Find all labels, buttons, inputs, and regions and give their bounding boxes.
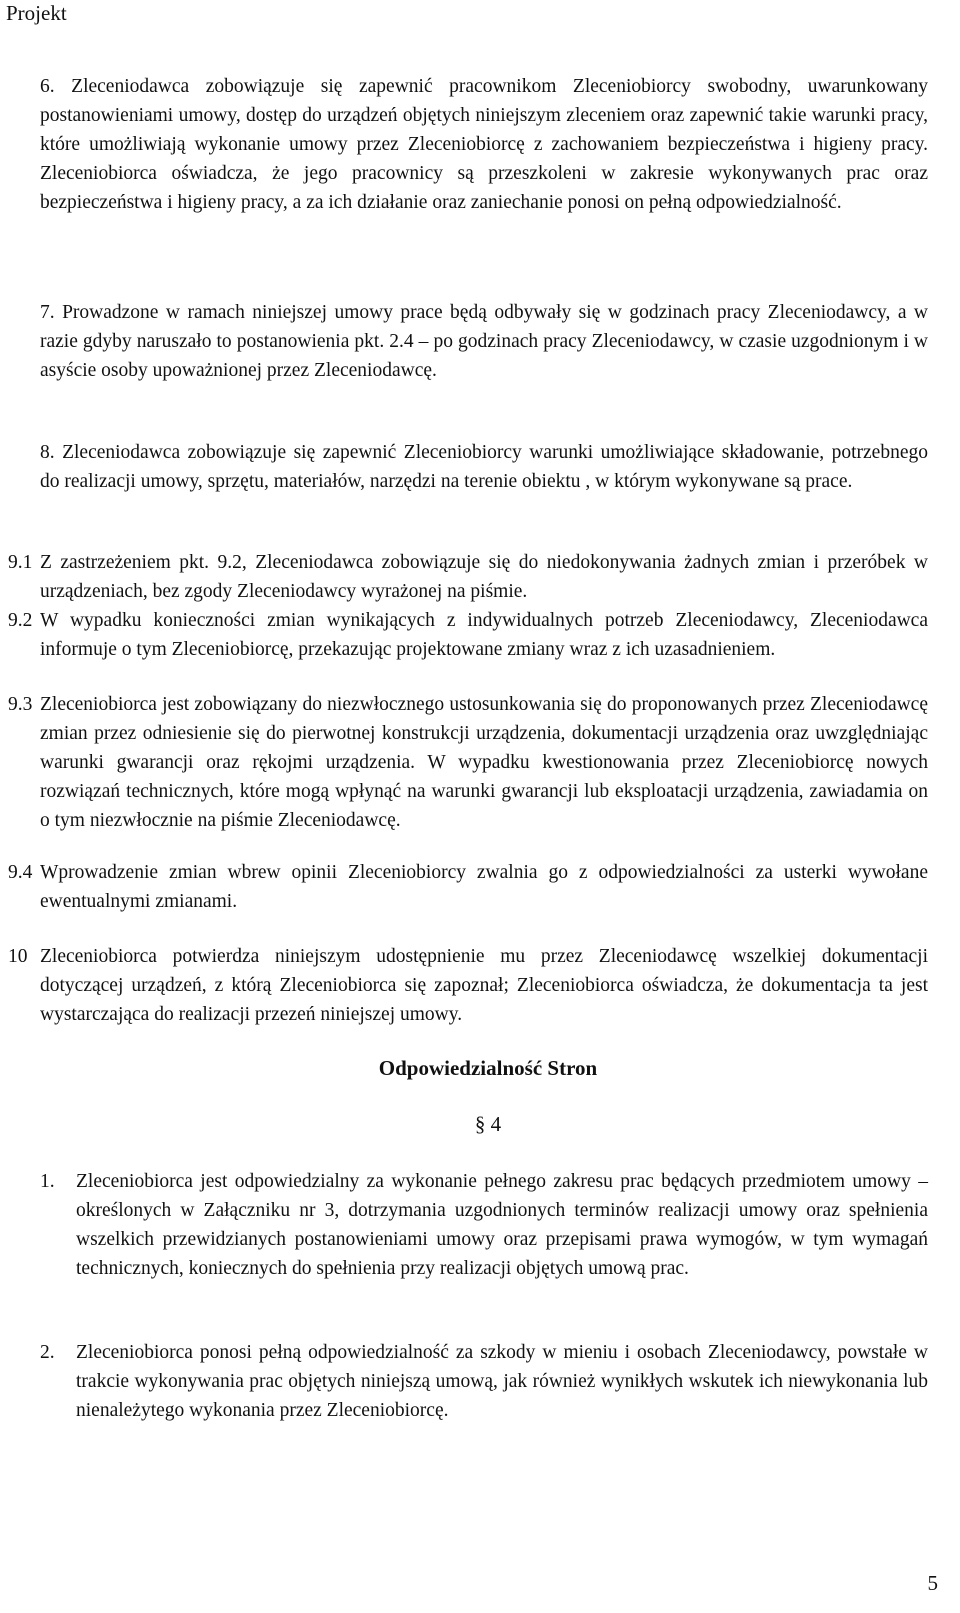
paragraph-number: 6. bbox=[40, 76, 55, 97]
subparagraph-text: Wprowadzenie zmian wbrew opinii Zleceniobiorcy zwalnia go z odpowiedzialności za usterki wywołane ewentualnymi zmianami. bbox=[40, 862, 928, 912]
paragraph-text: Zleceniobiorca potwierdza niniejszym udostępnienie mu przez Zleceniodawcę wszelkiej dokumentacji dotyczącej urządzeń, z którą Zleceniobiorca się zapoznał; Zleceniobiorca oświadcza, że dokumentacja ta jest wystarczająca do realizacji przezeń niniejszej umowy. bbox=[40, 946, 928, 1025]
paragraph-number: 10 bbox=[8, 946, 28, 967]
list-item-number: 2. bbox=[40, 1342, 55, 1363]
subparagraph-number: 9.4 bbox=[8, 862, 33, 883]
paragraph-text: Prowadzone w ramach niniejszej umowy prace będą odbywały się w godzinach pracy Zleceniodawcy, a w razie gdyby naruszało to postanowienia pkt. 2.4 – po godzinach pracy Zleceniodawcy, w czasie uzgodnionym i w asyście osoby upoważnionej przez Zleceniodawcę. bbox=[40, 302, 929, 381]
section-heading: Odpowiedzialność Stron bbox=[378, 1056, 598, 1080]
subparagraph-number: 9.1 bbox=[8, 552, 33, 573]
subparagraph-text: W wypadku konieczności zmian wynikających z indywidualnych potrzeb Zleceniodawcy, Zleceniodawca informuje o tym Zleceniobiorcę, przekazując projektowane zmiany wraz z ich uzasadnieniem. bbox=[40, 610, 928, 660]
paragraph-number: 7. bbox=[40, 302, 55, 323]
page-number: 5 bbox=[927, 1571, 938, 1595]
subparagraph-number: 9.2 bbox=[8, 610, 33, 631]
list-item-text: Zleceniobiorca ponosi pełną odpowiedzialność za szkody w mieniu i osobach Zleceniodawcy, powstałe w trakcie wykonywania prac objętych niniejszą umową, jak również wynikłych wskutek ich niewykonania lub nienależytego wykonania przez Zleceniobiorcę. bbox=[76, 1342, 928, 1421]
paragraph-10 bbox=[8, 942, 928, 1029]
section-4-item-2 bbox=[40, 1338, 928, 1425]
subparagraph-9-3 bbox=[8, 690, 928, 835]
document-header: Projekt bbox=[6, 1, 67, 25]
subparagraph-number: 9.3 bbox=[8, 694, 33, 715]
subparagraph-9-2 bbox=[8, 606, 928, 664]
section-4-item-1 bbox=[40, 1167, 928, 1283]
subparagraph-9-4 bbox=[8, 858, 928, 916]
list-item-text: Zleceniobiorca jest odpowiedzialny za wykonanie pełnego zakresu prac będących przedmiotem umowy – określonych w Załączniku nr 3, dotrzymania uzgodnionych terminów realizacji umowy oraz spełnienia wszelkich przewidzianych postanowieniami umowy oraz przepisami prawa wymogów, w tym wymagań technicznych, koniecznych do spełnienia przy realizacji objętych umową prac. bbox=[76, 1171, 928, 1279]
subparagraph-9-1 bbox=[8, 548, 928, 606]
paragraph-text: Zleceniodawca zobowiązuje się zapewnić pracownikom Zleceniobiorcy swobodny, uwarunkowany postanowieniami umowy, dostęp do urządzeń objętych niniejszym zleceniem oraz zapewnić takie warunki pracy, które umożliwiają wykonanie umowy przez Zleceniobiorcę z zachowaniem bezpieczeństwa i higieny pracy. Zleceniobiorca oświadcza, że jego pracownicy są przeszkoleni w zakresie wykonywanych prac oraz bezpieczeństwa i higieny pracy, a za ich działanie oraz zaniechanie ponosi on pełną odpowiedzialność. bbox=[40, 76, 929, 213]
subparagraph-text: Zleceniobiorca jest zobowiązany do niezwłocznego ustosunkowania się do proponowanych przez Zleceniodawcę zmian przez odniesienie się do pierwotnej konstrukcji urządzenia, dokumentacji urządzenia oraz uwzględniając warunki gwarancji oraz rękojmi urządzenia. W wypadku kwestionowania przez Zleceniobiorcę nowych rozwiązań technicznych, które mogą wpłynąć na warunki gwarancji lub eksploatacji urządzenia, zawiadamia on o tym niezwłocznie na piśmie Zleceniodawcę. bbox=[40, 694, 928, 831]
paragraph-text: Zleceniodawca zobowiązuje się zapewnić Zleceniobiorcy warunki umożliwiające składowanie, potrzebnego do realizacji umowy, sprzętu, materiałów, narzędzi na terenie obiektu , w którym wykonywane są prace. bbox=[40, 442, 928, 492]
list-item-number: 1. bbox=[40, 1171, 55, 1192]
paragraph-number: 8. bbox=[40, 442, 55, 463]
paragraph-6 bbox=[40, 72, 928, 217]
paragraph-8 bbox=[40, 438, 928, 496]
section-sign: § 4 bbox=[474, 1112, 502, 1136]
paragraph-7 bbox=[40, 298, 928, 385]
subparagraph-text: Z zastrzeżeniem pkt. 9.2, Zleceniodawca zobowiązuje się do niedokonywania żadnych zmian i przeróbek w urządzeniach, bez zgody Zleceniodawcy wyrażonej na piśmie. bbox=[40, 552, 928, 602]
